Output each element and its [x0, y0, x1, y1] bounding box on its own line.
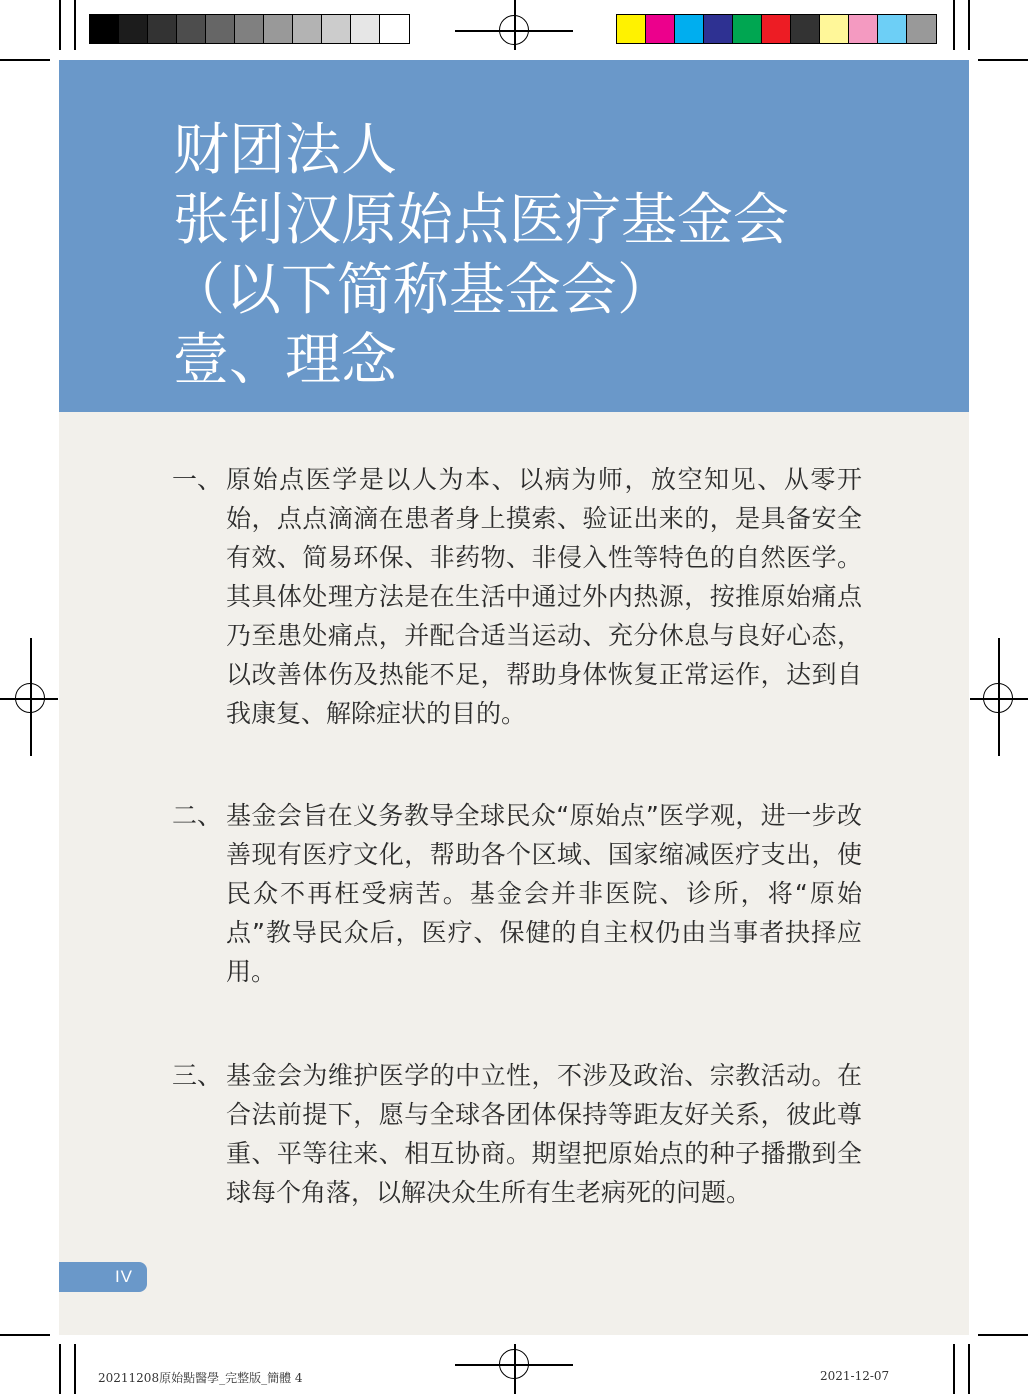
color-swatch [322, 15, 351, 43]
page [59, 60, 969, 1335]
paragraph-2 [172, 796, 862, 991]
footer-date: 2021-12-07 [820, 1369, 890, 1383]
page-title [169, 116, 789, 396]
color-swatch [762, 15, 791, 43]
paragraph-number: 一、 [172, 465, 223, 494]
crop-mark [59, 0, 61, 50]
color-swatch [119, 15, 148, 43]
crop-mark [0, 1334, 50, 1336]
paragraph-text: 原始点医学是以人为本、以病为师，放空知见、从零开始，点点滴滴在患者身上摸索、验证出来的，是具备安全有效、简易环保、非药物、非侵入性等特色的自然医学。其具体处理方法是在生活中通过外内热源，按推原始痛点乃至患处痛点，并配合适当运动、充分休息与良好心态，以改善体伤及热能不足，帮助身体恢复正常运作，达到自我康复、解除症状的目的。 [226, 465, 862, 728]
crop-mark [968, 1344, 970, 1394]
crop-mark [978, 59, 1028, 61]
crop-mark [0, 59, 50, 61]
paragraph-1 [172, 460, 862, 733]
color-swatch [351, 15, 380, 43]
color-swatch [617, 15, 646, 43]
color-swatch [90, 15, 119, 43]
color-swatch [878, 15, 907, 43]
page-number-badge: IV [59, 1262, 147, 1292]
crop-mark [59, 1344, 61, 1394]
color-swatch [177, 15, 206, 43]
paragraph-number: 三、 [172, 1061, 223, 1090]
process-color-bar [616, 14, 937, 44]
color-swatch [675, 15, 704, 43]
paragraph-text: 基金会旨在义务教导全球民众“原始点”医学观，进一步改善现有医疗文化，帮助各个区域、国家缩减医疗支出，使民众不再枉受病苦。基金会并非医院、诊所，将“原始点”教导民众后，医疗、保健的自主权仍由当事者抉择应用。 [226, 801, 862, 986]
color-swatch [380, 15, 409, 43]
color-swatch [206, 15, 235, 43]
paragraph-number: 二、 [172, 801, 223, 830]
footer-file-label: 20211208原始點醫學_完整版_簡體 4 [98, 1371, 303, 1385]
crop-mark [953, 1344, 955, 1394]
title-line: 财团法人 [173, 118, 397, 183]
color-swatch [148, 15, 177, 43]
color-swatch [791, 15, 820, 43]
header-banner [59, 60, 969, 412]
color-swatch [646, 15, 675, 43]
color-swatch [907, 15, 936, 43]
grayscale-color-bar [89, 14, 410, 44]
paragraph-text: 基金会为维护医学的中立性，不涉及政治、宗教活动。在合法前提下，愿与全球各团体保持等距友好关系，彼此尊重、平等往来、相互协商。期望把原始点的种子播撒到全球每个角落，以解决众生所有生老病死的问题。 [226, 1061, 862, 1207]
color-swatch [849, 15, 878, 43]
color-swatch [264, 15, 293, 43]
color-swatch [293, 15, 322, 43]
title-line: 张钊汉原始点医疗基金会 [173, 188, 789, 253]
color-swatch [704, 15, 733, 43]
color-swatch [733, 15, 762, 43]
color-swatch [235, 15, 264, 43]
crop-mark [74, 1344, 76, 1394]
crop-mark [74, 0, 76, 50]
color-swatch [820, 15, 849, 43]
crop-mark [978, 1334, 1028, 1336]
paragraph-3 [172, 1056, 862, 1212]
crop-mark [953, 0, 955, 50]
crop-mark [968, 0, 970, 50]
section-heading: 壹、理念 [173, 328, 397, 393]
title-line: （以下简称基金会） [169, 258, 673, 323]
